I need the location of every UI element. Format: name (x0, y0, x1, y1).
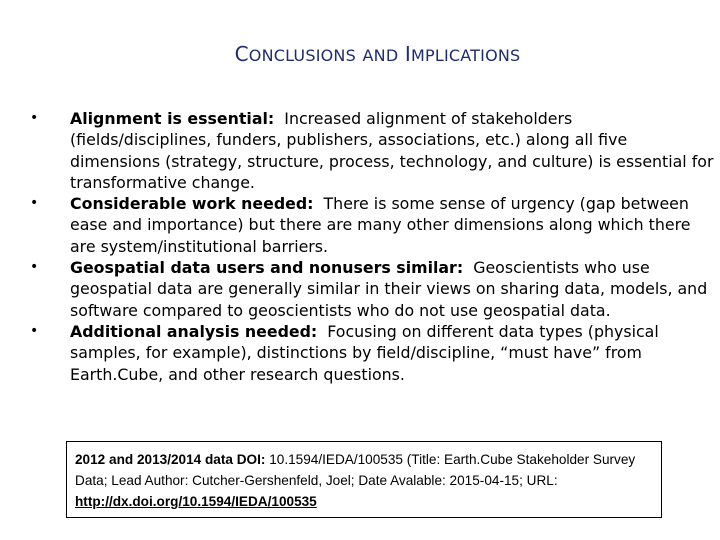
bullet-heading: Additional analysis needed: (70, 321, 318, 341)
list-item (26, 257, 716, 321)
bullet-text: Increased alignment of stakeholders (fields/disciplines, funders, publishers, associations, etc.) along all five dimensions (strategy, structure, process, technology, and culture) is essential for transformative change. (70, 109, 714, 192)
bullet-heading: Geospatial data users and nonusers similar: (70, 258, 464, 278)
list-item (26, 108, 716, 193)
bullet-heading: Alignment is essential: (70, 109, 275, 128)
list-item (26, 321, 716, 385)
bullet-heading: Considerable work needed: (70, 194, 314, 214)
bullet-text: There is some sense of urgency (gap between ease and importance) but there are many other dimensions along which there are system/institutional barriers. (70, 194, 691, 256)
bullet-icon: • (30, 259, 39, 276)
doi-link[interactable]: http://dx.doi.org/10.1594/IEDA/100535 (75, 494, 317, 509)
citation-label: 2012 and 2013/2014 data DOI: (75, 452, 266, 467)
page-title: CONCLUSIONS AND IMPLICATIONS (234, 42, 521, 66)
list-item (26, 193, 716, 257)
bullet-text: Geoscientists who use geospatial data are generally similar in their views on sharing data, models, and software compared to geoscientists who do not use geospatial data. (70, 258, 708, 320)
citation-text: 10.1594/IEDA/100535 (Title: Earth.Cube Stakeholder Survey Data; Lead Author: Cutcher-Gershenfeld, Joel; Date Avalable: 2015-04-15; URL: (75, 452, 636, 488)
bullet-icon: • (30, 195, 39, 212)
bullet-icon: • (30, 110, 39, 126)
bullet-icon: • (30, 322, 39, 339)
bullet-text: Focusing on different data types (physical samples, for example), distinctions by field/discipline, “must have” from Earth.Cube, and other research questions. (70, 321, 659, 384)
conclusions-list (26, 108, 716, 385)
citation-box (66, 441, 662, 518)
